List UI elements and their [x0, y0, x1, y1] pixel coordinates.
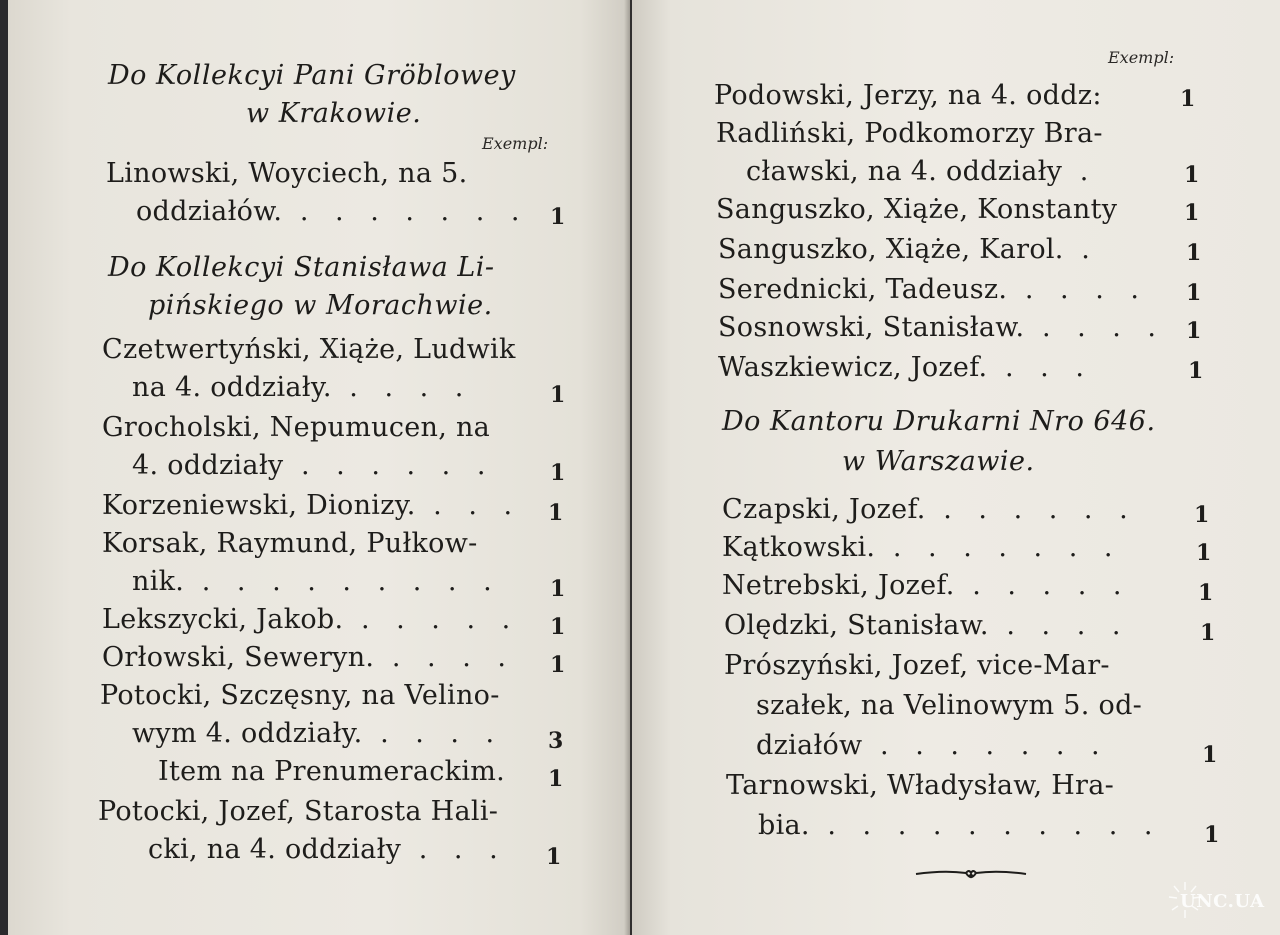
count: 1: [1198, 580, 1214, 606]
leader-dots: . . . . . . . . .: [184, 566, 501, 597]
entry-text: bia.: [758, 810, 810, 841]
heading-groblowey-line2: w Krakowie.: [246, 98, 422, 129]
watermark-logo: [1168, 878, 1276, 924]
watermark-text: UNC.UA: [1180, 891, 1265, 912]
leader-dots: .: [1062, 156, 1098, 187]
right-page: [632, 0, 1280, 935]
leader-dots: . . . . . .: [283, 450, 495, 481]
entry-radlinski-cont: [746, 156, 1097, 187]
entry-proszynski-cont2: [756, 730, 1109, 761]
count: 1: [550, 204, 566, 230]
leader-dots: . . . . . .: [925, 494, 1137, 525]
entry-orlowski: [102, 642, 515, 673]
entry-czetwertynski-cont: [132, 372, 472, 403]
entry-potocki-szczesny-cont: [132, 718, 503, 749]
leader-dots: . . . .: [1007, 274, 1148, 305]
count: 1: [1200, 620, 1216, 646]
entry-text: cławski, na 4. oddziały: [746, 156, 1063, 187]
count: 1: [1196, 540, 1212, 566]
entry-text: 4. oddziały: [132, 450, 284, 481]
heading-lipinskiego-line1: Do Kollekcyi Stanisława Li-: [108, 252, 495, 283]
leader-dots: . . . . . . .: [282, 196, 529, 227]
count: 1: [1188, 358, 1204, 384]
leader-dots: .: [1063, 234, 1099, 265]
entry-potocki-jozef: Potocki, Jozef, Starosta Hali-: [98, 796, 499, 827]
leader-dots: . . .: [401, 834, 507, 865]
count: 3: [548, 728, 564, 754]
leader-dots: . . . . .: [343, 604, 520, 635]
entry-text: działów: [756, 730, 863, 761]
entry-potocki-jozef-cont: [148, 834, 507, 865]
leader-dots: . . . .: [374, 642, 515, 673]
heading-kantoru-line2: w Warszawie.: [842, 446, 1035, 477]
count: 1: [548, 500, 564, 526]
entry-grocholski-cont: [132, 450, 494, 481]
entry-grocholski: Grocholski, Nepumucen, na: [102, 412, 491, 443]
entry-tarnowski-cont: [758, 810, 1161, 841]
count: 1: [548, 766, 564, 792]
entry-czetwertynski: Czetwertyński, Xiąże, Ludwik: [102, 334, 516, 365]
entry-sosnowski: [718, 312, 1165, 343]
entry-text: Sosnowski, Stanisław.: [718, 312, 1025, 343]
count: 1: [550, 652, 566, 678]
entry-text: Serednicki, Tadeusz.: [718, 274, 1008, 305]
entry-proszynski-cont: szałek, na Velinowym 5. od-: [756, 690, 1143, 721]
entry-netrebski: [722, 570, 1130, 601]
leader-dots: . . . . . . . . . .: [809, 810, 1162, 841]
leader-dots: . . .: [987, 352, 1093, 383]
count: 1: [550, 614, 566, 640]
entry-serednicki: [718, 274, 1148, 305]
count: 1: [1204, 822, 1220, 848]
entry-linowski-cont: [136, 196, 528, 227]
entry-text: Netrebski, Jozef.: [722, 570, 955, 601]
count: 1: [1186, 240, 1202, 266]
count: 1: [1202, 742, 1218, 768]
count: 1: [550, 382, 566, 408]
entry-lekszycki: [102, 604, 519, 635]
entry-korzeniewski: [102, 490, 521, 521]
entry-text: Kątkowski.: [722, 532, 876, 563]
entry-text: Korzeniewski, Dionizy.: [102, 490, 416, 521]
entry-text: Waszkiewicz, Jozef.: [718, 352, 988, 383]
entry-linowski: Linowski, Woyciech, na 5.: [106, 158, 468, 189]
entry-text: na 4. oddziały.: [132, 372, 332, 403]
count: 1: [1186, 318, 1202, 344]
count: 1: [1186, 280, 1202, 306]
leader-dots: . . . . . . .: [875, 532, 1122, 563]
entry-text: wym 4. oddziały.: [132, 718, 363, 749]
entry-proszynski: Prószyński, Jozef, vice-Mar-: [724, 650, 1110, 681]
entry-text: nik.: [132, 566, 185, 597]
leader-dots: . . .: [415, 490, 522, 521]
count: 1: [546, 844, 562, 870]
leader-dots: . . . .: [331, 372, 473, 403]
heading-kantoru-line1: Do Kantoru Drukarni Nro 646.: [722, 406, 1156, 437]
leader-dots: . . . . .: [954, 570, 1131, 601]
count: 1: [1194, 502, 1210, 528]
entry-korsak-cont: [132, 566, 501, 597]
heading-groblowey-line1: Do Kollekcyi Pani Gröblowey: [108, 60, 516, 91]
entry-text: Sanguszko, Xiąże, Karol.: [718, 234, 1064, 265]
entry-text: Czapski, Jozef.: [722, 494, 926, 525]
entry-oledzki: [724, 610, 1129, 641]
count: 1: [1184, 200, 1200, 226]
heading-lipinskiego-line2: pińskiego w Morachwie.: [148, 290, 493, 321]
leader-dots: . . . .: [988, 610, 1130, 641]
entry-text: Olędzki, Stanisław.: [724, 610, 989, 641]
entry-potocki-szczesny: Potocki, Szczęsny, na Velino-: [100, 680, 500, 711]
ornament-rule: [914, 867, 1028, 883]
entry-korsak: Korsak, Raymund, Pułkow-: [102, 528, 478, 559]
entry-item-prenumerackim: Item na Prenumerackim.: [158, 756, 506, 787]
exempl-label-right: Exempl:: [1108, 48, 1175, 67]
count: 1: [1184, 162, 1200, 188]
entry-waszkiewicz: [718, 352, 1093, 383]
left-page: [8, 0, 630, 935]
entry-text: oddziałów.: [136, 196, 283, 227]
exempl-label-left: Exempl:: [482, 134, 549, 153]
entry-radlinski: Radliński, Podkomorzy Bra-: [716, 118, 1103, 149]
entry-sanguszko-konstanty: Sanguszko, Xiąże, Konstanty: [716, 194, 1118, 225]
count: 1: [550, 460, 566, 486]
entry-tarnowski: Tarnowski, Władysław, Hra-: [726, 770, 1115, 801]
entry-text: cki, na 4. oddziały: [148, 834, 402, 865]
entry-sanguszko-karol: [718, 234, 1099, 265]
count: 1: [1180, 86, 1196, 112]
entry-podowski: Podowski, Jerzy, na 4. oddz:: [714, 80, 1102, 111]
leader-dots: . . . . . . .: [862, 730, 1109, 761]
count: 1: [550, 576, 566, 602]
leader-dots: . . . .: [1024, 312, 1166, 343]
entry-text: Orłowski, Seweryn.: [102, 642, 375, 673]
entry-katkowski: [722, 532, 1121, 563]
leader-dots: . . . .: [362, 718, 504, 749]
entry-text: Lekszycki, Jakob.: [102, 604, 344, 635]
entry-czapski: [722, 494, 1137, 525]
